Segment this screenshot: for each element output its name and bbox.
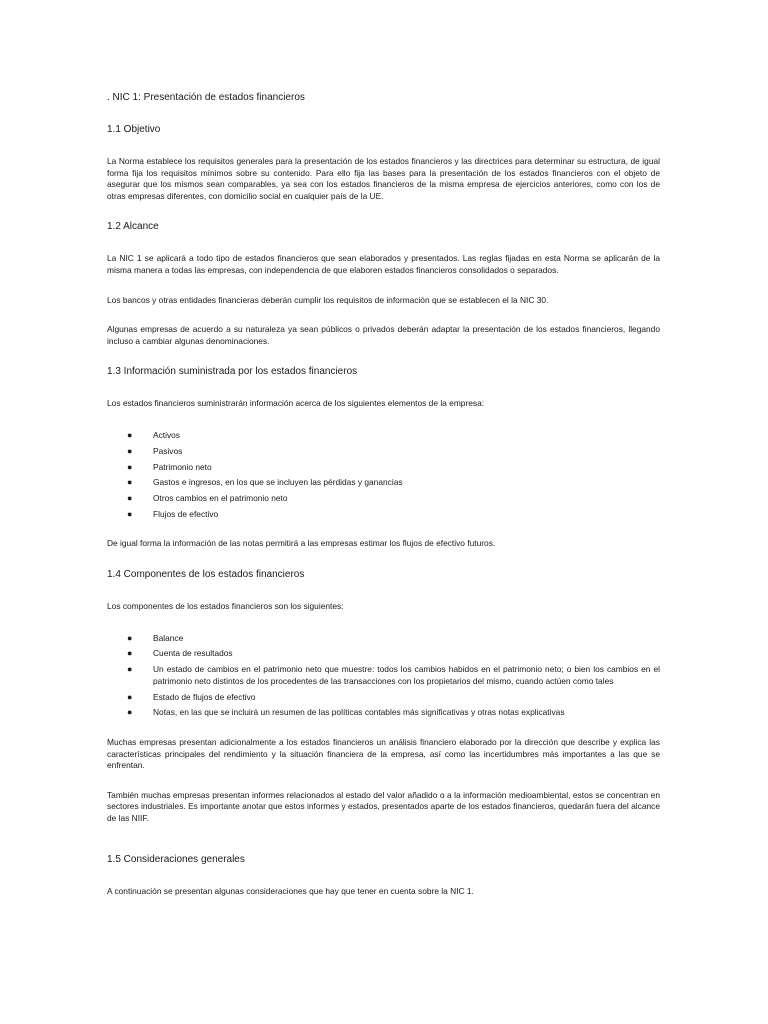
list-item-text: Pasivos: [153, 445, 183, 456]
bullet-icon: ●: [127, 691, 133, 702]
list-item-text: Notas, en las que se incluirá un resumen de las políticas contables más significativas y otras notas explicativas: [153, 707, 565, 718]
bullet-icon: ●: [127, 445, 133, 456]
list-item: [107, 446, 660, 458]
bullet-icon: ●: [127, 429, 133, 440]
paragraph-alcance-2: Los bancos y otras entidades financieras deberán cumplir los requisitos de información que se establecen el la NIC 30.: [107, 294, 549, 305]
paragraph-componentes-2: También muchas empresas presentan informes relacionados al estado del valor añadido o a la información medioambiental, estos se concentran en sectores industriales. Es importante anotar que estos informes y estados, presentados aparte de los estados financieros, quedarán fuera del alcance de las NIIF.: [107, 789, 660, 823]
list-item-text: Cuenta de resultados: [153, 648, 233, 659]
list-item: [107, 692, 660, 704]
section-heading-objetivo: 1.1 Objetivo: [107, 124, 161, 135]
paragraph-componentes-intro: Los componentes de los estados financieros son los siguientes:: [107, 601, 344, 612]
list-item: [107, 648, 660, 660]
list-item: [107, 707, 660, 719]
paragraph-componentes-1: Muchas empresas presentan adicionalmente a los estados financieros un análisis financiero elaborado por la dirección que describe y explica las características principales del rendimiento y la situación financiera de la empresa, así como las incertidumbres más importantes a las que se enfrentan.: [107, 736, 660, 771]
list-item-text: Balance: [153, 632, 184, 643]
list-item: [107, 462, 660, 474]
section-heading-informacion: 1.3 Información suministrada por los estados financieros: [107, 366, 358, 378]
list-item: [107, 430, 660, 442]
bullet-icon: ●: [127, 664, 133, 675]
list-item-text: Un estado de cambios en el patrimonio neto que muestre: todos los cambios habidos en el patrimonio neto; o bien los cambios en el patrimonio neto distintos de los procedentes de las transacciones con los propietarios del mismo, cuando actúen como tales: [153, 664, 660, 686]
section-heading-consideraciones: 1.5 Consideraciones generales: [107, 853, 245, 865]
paragraph-informacion-outro: De igual forma la información de las notas permitirá a las empresas estimar los flujos de efectivo futuros.: [107, 538, 496, 549]
bullet-list-componentes: [107, 633, 660, 719]
paragraph-alcance-1: La NIC 1 se aplicará a todo tipo de estados financieros que sean elaborados y presentados. Las reglas fijadas en esta Norma se aplicarán de la misma manera a todas las empresas, con independencia de que elaboren estados financieros consolidados o separados.: [107, 253, 660, 275]
bullet-list-elementos: [107, 430, 660, 521]
list-item: [107, 509, 660, 521]
list-item-text: Patrimonio neto: [153, 461, 212, 472]
list-item: [107, 477, 660, 489]
paragraph-objetivo: La Norma establece los requisitos generales para la presentación de los estados financieros y las directrices para determinar su estructura, de igual forma fija los requisitos mínimos sobre su contenido. Para ello fija las bases para la presentación de los estados financieros con el objeto de asegurar que los mismos sean comparables, ya sea con los estados financieros de la misma empresa de ejercicios anteriores, como con los de otras empresas diferentes, con domicilio social en cualquier país de la UE.: [107, 156, 660, 201]
bullet-icon: ●: [127, 632, 133, 643]
paragraph-alcance-3: Algunas empresas de acuerdo a su naturaleza ya sean públicos o privados deberán adaptar la presentación de los estados financieros, llegando incluso a cambiar algunas denominaciones.: [107, 324, 660, 346]
list-item-text: Otros cambios en el patrimonio neto: [153, 493, 288, 504]
paragraph-consideraciones: A continuación se presentan algunas consideraciones que hay que tener en cuenta sobre la NIC 1.: [107, 885, 474, 896]
bullet-icon: ●: [127, 461, 133, 472]
list-item-text: Gastos e ingresos, en los que se incluyen las pérdidas y ganancias: [153, 477, 403, 488]
section-heading-componentes: 1.4 Componentes de los estados financieros: [107, 569, 305, 581]
section-heading-alcance: 1.2 Alcance: [107, 221, 159, 233]
bullet-icon: ●: [127, 493, 133, 504]
list-item-text: Activos: [153, 429, 180, 440]
list-item: [107, 664, 660, 687]
list-item: [107, 633, 660, 645]
document-title: . NIC 1: Presentación de estados financieros: [107, 92, 305, 103]
list-item-text: Estado de flujos de efectivo: [153, 691, 256, 702]
bullet-icon: ●: [127, 648, 133, 659]
list-item-text: Flujos de efectivo: [153, 508, 219, 519]
bullet-icon: ●: [127, 477, 133, 488]
list-item: [107, 493, 660, 505]
paragraph-informacion-intro: Los estados financieros suministrarán información acerca de los siguientes elementos de la empresa:: [107, 398, 485, 409]
bullet-icon: ●: [127, 508, 133, 519]
bullet-icon: ●: [127, 707, 133, 718]
document-page: [107, 91, 660, 915]
